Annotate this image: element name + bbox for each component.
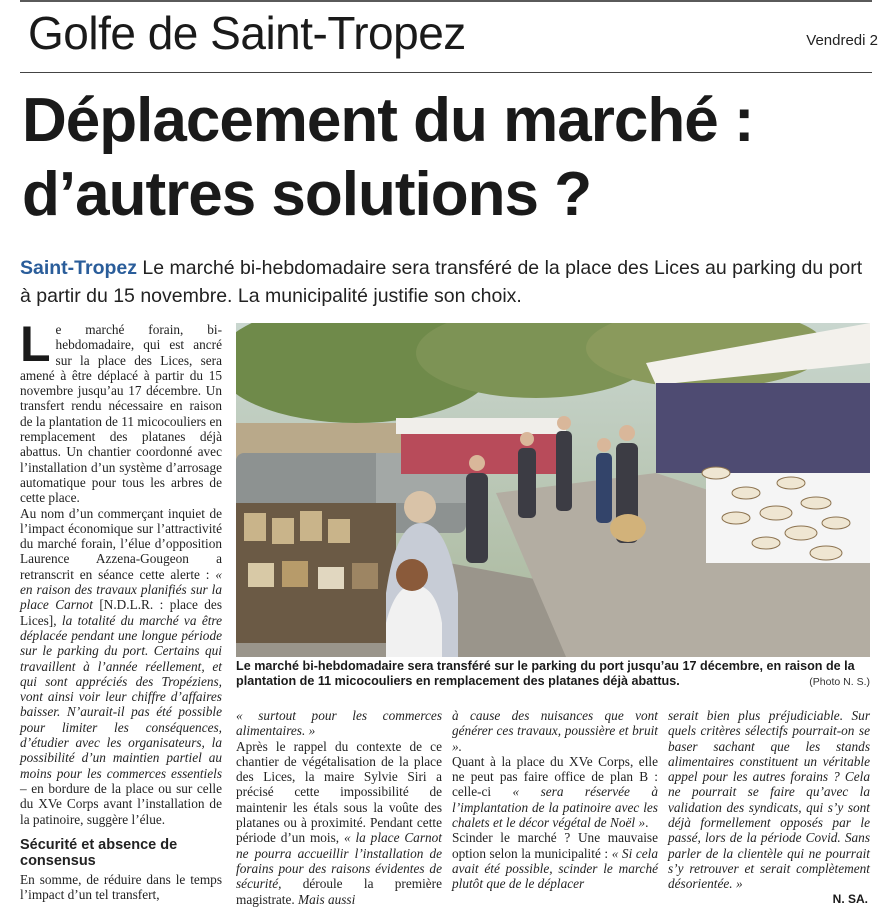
photo-credit: (Photo N. S.) xyxy=(809,676,870,688)
author-signature: N. SA. xyxy=(832,892,868,906)
drop-cap: L xyxy=(20,316,51,372)
paragraph: Au nom d’un commerçant inquiet de l’impact économique sur l’attractivité du marché forain, l’élue d’opposition Laurence Azzena-Gougeon a retranscrit en séance cette alerte : « en raison des travaux planifiés sur la place Carnot [N.D.L.R. : place des Lices], la totalité du marché va être déplacée pendant une longue période sur le parking du port. Certains qui travaillent à l’année réellement, et qui sont appréciés des Tropéziens, vont ainsi voir leur chiffre d’affaires baisser. N’aurait-il pas été possible pour limiter les conséquences, d’étudier avec les organisateurs, la possibilité d’un maintien partiel au moins pour les commerces essentiels – en bordure de la place ou sur celle du XVe Corps avant l’installation de la patinoire, suggère l’élue. xyxy=(20,505,222,827)
paragraph: En somme, de réduire dans le temps l’impact d’un tel transfert, xyxy=(20,871,222,903)
headline-line-2: d’autres solutions ? xyxy=(22,160,592,229)
paragraph: Scinder le marché ? Une mauvaise option selon la municipalité : « Si cela avait été possible, scinder le marché plutôt que de le déplacer xyxy=(452,830,658,892)
market-photo xyxy=(236,323,870,657)
issue-date: Vendredi 2 xyxy=(806,32,878,49)
paragraph: « surtout pour les commerces alimentaires. » xyxy=(236,708,442,739)
market-photo-illustration xyxy=(236,323,870,657)
top-rule xyxy=(20,0,872,2)
paragraph: Après le rappel du contexte de ce chantier de végétalisation de la place des Lices, la maire Sylvie Siri a précisé cette impossibilité de maintenir les étals sous la voûte des platanes ou à proximité. Pendant cette période d’un mois, « la place Carnot ne pourra accueillir l’installation de forains pour des raisons évidentes de sécurité, déroule la première magistrate. Mais aussi xyxy=(236,738,442,907)
paragraph: serait bien plus préjudiciable. Sur quels critères sélectifs pourrait-on se baser sachant que les stands alimentaires constituent un véritable appel pour les autres forains ? Cela ne pourrait se faire qu’avec la validation des syndicats, qui s’y sont déjà formellement opposés par le passé, lors de la période Covid. Sans parler de la clientèle qui ne pourrait s’y retrouver et serait complètement désorientée. » xyxy=(668,708,870,892)
deck-text: Le marché bi-hebdomadaire sera transféré de la place des Lices au parking du port à partir du 15 novembre. La municipalité justifie son choix. xyxy=(20,257,863,307)
article-column-1 xyxy=(20,316,222,903)
header-rule xyxy=(20,72,872,73)
subheading: Sécurité et absence de consensus xyxy=(20,836,178,869)
paragraph: Le marché forain, bi-hebdomadaire, qui est ancré sur la place des Lices, sera amené à être déplacé à partir du 15 novembre jusqu’au 17 décembre. Un transfert rendu nécessaire en raison de la plantation de 11 micocouliers en remplacement des platanes déjà abattus. Un chantier coordonné avec l’installation d’un système d’arrosage automatique pour tous les arbres de cette place. xyxy=(20,316,222,506)
paragraph: Quant à la place du XVe Corps, elle ne peut pas faire office de plan B : celle-ci « sera réservée à l’implantation de la patinoire avec les chalets et le décor végétal de Noël ». xyxy=(452,753,658,831)
headline xyxy=(22,84,872,232)
photo-caption: Le marché bi-hebdomadaire sera transféré sur le parking du port jusqu’au 17 décembre, en raison de la plantation de 11 micocouliers en remplacement des platanes déjà abattus. xyxy=(236,659,855,688)
article-column-2 xyxy=(236,708,442,907)
paragraph: à cause des nuisances que vont générer ces travaux, poussière et bruit ». xyxy=(452,708,658,754)
article-column-3 xyxy=(452,708,658,892)
deck xyxy=(20,254,872,310)
headline-line-1: Déplacement du marché : xyxy=(22,86,754,155)
section-title: Golfe de Saint-Tropez xyxy=(28,7,466,59)
deck-location: Saint-Tropez xyxy=(20,257,138,279)
article-column-4 xyxy=(668,708,870,892)
